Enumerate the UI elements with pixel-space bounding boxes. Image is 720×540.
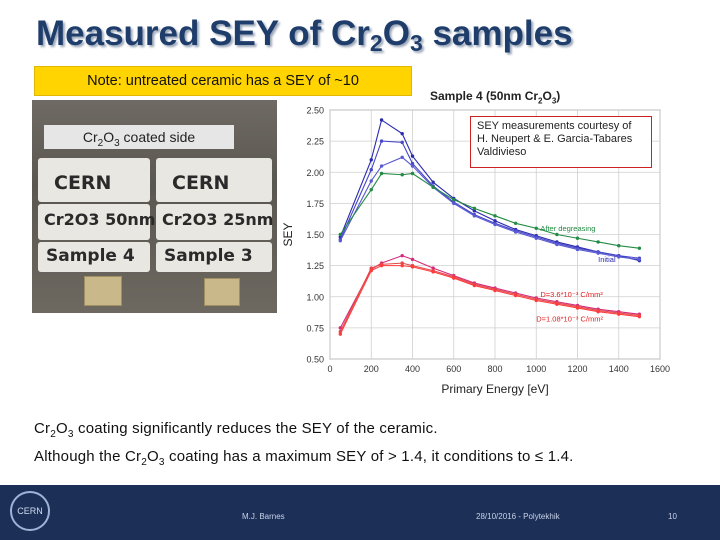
chart-title-sub: 2 (538, 96, 543, 106)
sample-tile (204, 278, 240, 306)
data-point (400, 264, 403, 267)
courtesy-box: SEY measurements courtesy of H. Neupert & E. Garcia-Tabares Valdivieso (470, 116, 652, 168)
text-run: O (147, 448, 159, 465)
photo-label-text: O (103, 129, 115, 145)
y-tick-label: 0.50 (306, 354, 324, 365)
data-point (339, 239, 342, 242)
text-sub: 2 (141, 457, 147, 468)
data-point (339, 332, 342, 335)
data-point (617, 312, 620, 315)
data-point (617, 244, 620, 247)
footer-date: 28/10/2016 - Polytekhik (476, 512, 560, 521)
data-point (576, 237, 579, 240)
conclusion-text (34, 418, 574, 474)
text-run: coating has a maximum SEY of > 1.4, it conditions to ≤ 1.4. (164, 448, 574, 465)
text-run: Although the Cr (34, 448, 142, 465)
x-tick-label: 800 (487, 364, 503, 374)
data-point (514, 230, 517, 233)
handwritten-sample: Sample 4 (46, 246, 135, 266)
data-point (555, 243, 558, 246)
photo-label-sub: 3 (114, 137, 120, 149)
sample-tile (84, 276, 122, 306)
x-tick-label: 400 (404, 364, 421, 374)
data-point (473, 214, 476, 217)
data-point (535, 299, 538, 302)
page-number: 10 (668, 512, 677, 521)
title-text: Measured SEY of Cr (36, 14, 370, 53)
data-point (473, 284, 476, 287)
chart-title-text: Sample 4 (50nm Cr (430, 89, 539, 103)
data-point (339, 233, 342, 236)
data-point (514, 294, 517, 297)
photo-label-text: Cr (82, 129, 98, 145)
data-point (452, 202, 455, 205)
data-point (411, 154, 414, 157)
data-point (555, 303, 558, 306)
title-text-o: O (382, 14, 410, 53)
chart-title-text: O (542, 89, 552, 103)
data-point (493, 214, 496, 217)
data-point (400, 173, 403, 176)
text-sub: 3 (158, 457, 165, 468)
x-tick-label: 1000 (526, 364, 547, 374)
data-point (431, 185, 434, 188)
chart-title-text: ) (556, 89, 561, 103)
text-run: Cr (34, 420, 51, 437)
x-tick-label: 1400 (608, 364, 629, 374)
y-tick-label: 2.25 (306, 136, 324, 147)
data-point (535, 227, 538, 230)
handwritten-cern: CERN (54, 172, 112, 194)
x-tick-label: 0 (327, 364, 333, 374)
data-point (473, 207, 476, 210)
text-sub: 3 (67, 429, 74, 440)
data-point (493, 289, 496, 292)
data-point (638, 258, 641, 261)
handwritten-cern: CERN (172, 172, 230, 194)
chart-title-sub: 3 (551, 96, 557, 106)
title-sub-2: 2 (369, 30, 383, 56)
slide-title (36, 14, 573, 57)
photo-label-sub: 2 (97, 137, 104, 149)
data-point (411, 172, 414, 175)
text-sub: 2 (50, 429, 56, 440)
footer-author: M.J. Barnes (242, 512, 285, 521)
data-point (411, 265, 414, 268)
conclusion-line-1 (34, 418, 574, 446)
y-tick-label: 1.25 (306, 261, 324, 272)
handwritten-coating: Cr2O3 25nm (162, 210, 274, 229)
cern-logo-icon: CERN (10, 491, 50, 531)
data-point (380, 139, 383, 142)
data-point (452, 276, 455, 279)
text-run: O (56, 420, 68, 437)
data-point (431, 181, 434, 184)
chart-annotation: Initial (598, 254, 616, 264)
y-tick-label: 1.50 (306, 230, 324, 240)
text-run: coating significantly reduces the SEY of the ceramic. (73, 420, 438, 437)
data-point (400, 156, 403, 159)
data-point (400, 141, 403, 144)
data-point (576, 248, 579, 251)
photo-label (44, 125, 234, 149)
data-point (411, 164, 414, 167)
data-point (638, 246, 641, 249)
data-point (370, 269, 373, 272)
y-tick-label: 0.75 (306, 323, 324, 334)
x-tick-label: 1200 (567, 364, 588, 374)
data-point (400, 254, 403, 257)
y-axis-label: SEY (281, 222, 295, 247)
handwritten-sample: Sample 3 (164, 246, 253, 266)
data-point (617, 255, 620, 258)
data-point (370, 179, 373, 182)
note-banner: Note: untreated ceramic has a SEY of ~10 (34, 66, 412, 96)
y-tick-label: 1.00 (306, 292, 324, 303)
x-axis-label: Primary Energy [eV] (441, 382, 549, 396)
data-point (596, 240, 599, 243)
x-tick-label: 600 (446, 364, 462, 374)
chart-title (430, 89, 560, 105)
y-tick-label: 1.75 (306, 198, 324, 209)
title-text-end: samples (422, 14, 573, 53)
chart-annotation: After degreasing (540, 223, 596, 233)
data-point (555, 233, 558, 236)
data-point (493, 223, 496, 226)
data-point (411, 258, 414, 261)
data-point (380, 172, 383, 175)
data-point (370, 158, 373, 161)
data-point (514, 222, 517, 225)
data-point (400, 132, 403, 135)
data-point (596, 310, 599, 313)
data-point (576, 306, 579, 309)
data-point (535, 237, 538, 240)
data-point (452, 198, 455, 201)
handwritten-coating: Cr2O3 50nm (44, 210, 156, 229)
footer-bar (0, 485, 720, 540)
title-sub-3: 3 (409, 30, 423, 56)
y-tick-label: 2.50 (306, 105, 324, 116)
data-point (370, 188, 373, 191)
data-point (638, 315, 641, 318)
data-point (380, 264, 383, 267)
chart-annotation: D=1.08*10⁻³ C/mm² (536, 314, 603, 324)
data-point (431, 270, 434, 273)
y-tick-label: 2.00 (306, 167, 324, 178)
photo-label-text: coated side (119, 129, 196, 145)
x-tick-label: 1600 (649, 364, 671, 374)
data-point (380, 164, 383, 167)
data-point (370, 168, 373, 171)
chart-annotation: D=3.6*10⁻³ C/mm² (540, 289, 603, 299)
conclusion-line-2 (34, 446, 574, 474)
x-tick-label: 200 (363, 364, 379, 374)
data-point (380, 118, 383, 121)
